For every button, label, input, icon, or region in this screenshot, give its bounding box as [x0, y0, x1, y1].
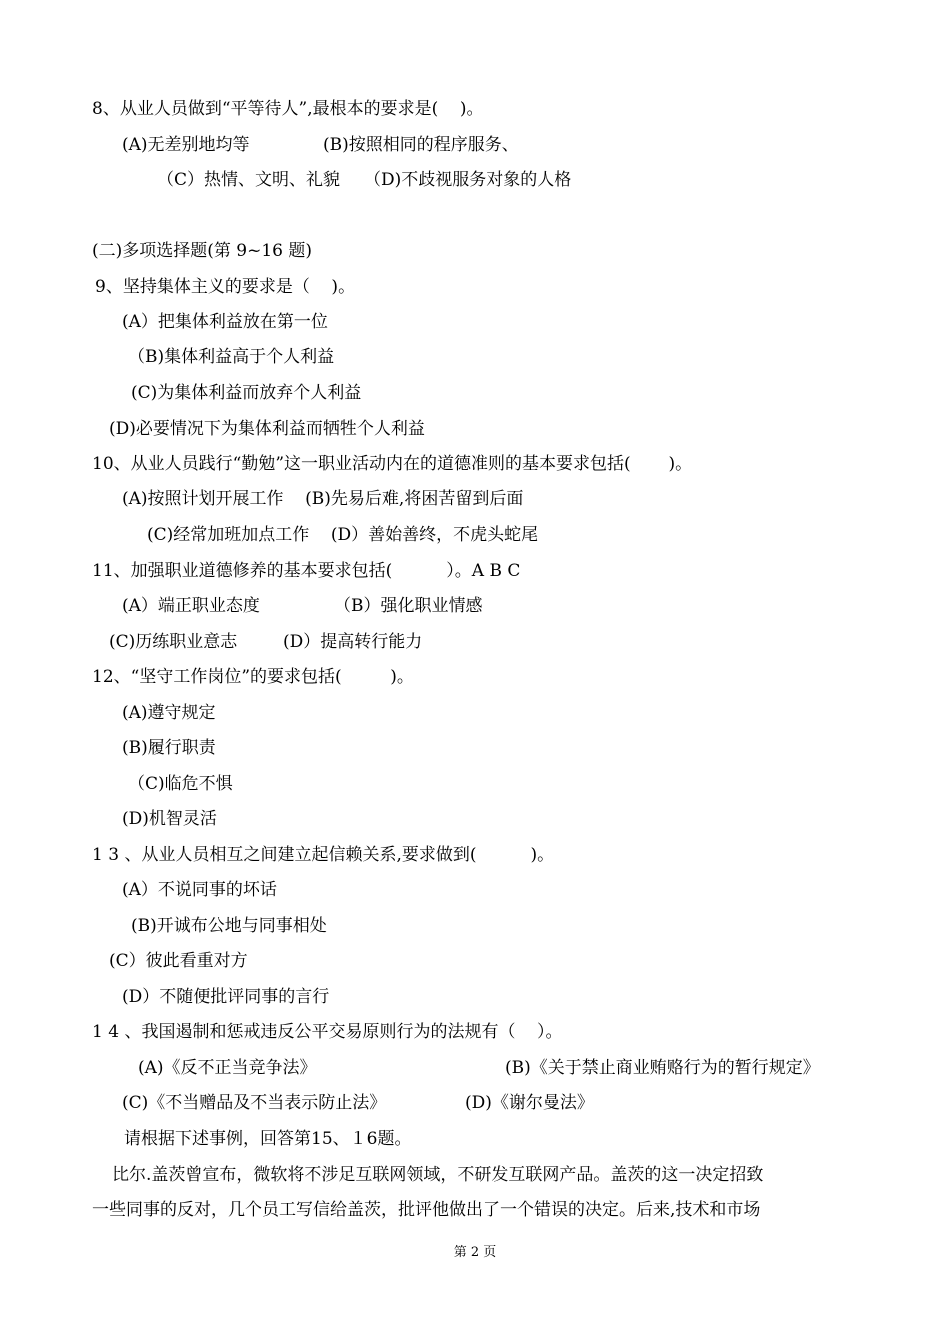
page-number: 第 2 页	[453, 1245, 497, 1260]
case-paragraph-line-1: 比尔.盖茨曾宣布，微软将不涉足互联网领域，不研发互联网产品。盖茨的这一决定招致	[112, 1165, 764, 1185]
q10-options-ab: (A)按照计划开展工作 (B)先易后难,将困苦留到后面	[122, 489, 524, 509]
q11-stem: 11、加强职业道德修养的基本要求包括( ）。A B C	[92, 561, 521, 581]
q11-option-a: (A）端正职业态度	[122, 596, 260, 616]
case-paragraph-line-2: 一些同事的反对，几个员工写信给盖茨，批评他做出了一个错误的决定。后来,技术和市场	[92, 1200, 761, 1220]
q8-stem: 8、从业人员做到“平等待人”,最根本的要求是( )。	[92, 99, 484, 119]
q12-option-c: （C)临危不惧	[128, 774, 233, 794]
q9-option-c: (C)为集体利益而放弃个人利益	[131, 383, 362, 403]
q8-option-a: (A)无差别地均等	[122, 135, 250, 155]
case-intro: 请根据下述事例，回答第15、１6题。	[124, 1129, 412, 1149]
q13-option-a: (A）不说同事的坏话	[122, 880, 277, 900]
q13-option-b: (B)开诚布公地与同事相处	[131, 916, 327, 936]
q12-option-a: (A)遵守规定	[122, 703, 216, 723]
q14-option-b: (B)《关于禁止商业贿赂行为的暂行规定》	[505, 1058, 820, 1078]
q9-stem: 9、坚持集体主义的要求是（ )。	[95, 277, 356, 297]
q9-option-d: (D)必要情况下为集体利益而牺牲个人利益	[109, 419, 425, 439]
q14-stem: 1 4 、我国遏制和惩戒违反公平交易原则行为的法规有（ ）。	[92, 1022, 563, 1042]
q12-stem: 12、“坚守工作岗位”的要求包括( )。	[92, 667, 414, 687]
q13-option-d: (D）不随便批评同事的言行	[122, 987, 330, 1007]
q12-option-d: (D)机智灵活	[122, 809, 217, 829]
q11-option-d: (D）提高转行能力	[283, 632, 423, 652]
q10-options-cd: (C)经常加班加点工作 (D）善始善终，不虎头蛇尾	[147, 525, 539, 545]
q10-stem: 10、从业人员践行“勤勉”这一职业活动内在的道德准则的基本要求包括( )。	[92, 454, 693, 474]
q12-option-b: (B)履行职责	[122, 738, 216, 758]
q11-option-c: (C)历练职业意志	[109, 632, 238, 652]
q11-option-b: （B）强化职业情感	[334, 596, 483, 616]
q8-option-d: （D)不歧视服务对象的人格	[364, 170, 572, 190]
q9-option-a: (A）把集体利益放在第一位	[122, 312, 328, 332]
q14-option-c: (C)《不当赠品及不当表示防止法》	[122, 1093, 387, 1113]
q14-option-d: (D)《谢尔曼法》	[465, 1093, 594, 1113]
q13-option-c: (C）彼此看重对方	[109, 951, 248, 971]
q14-option-a: (A)《反不正当竞争法》	[138, 1058, 317, 1078]
q8-option-b: (B)按照相同的程序服务、	[323, 135, 519, 155]
section-heading: (二)多项选择题(第 9~16 题)	[92, 241, 313, 261]
q8-option-c: （C）热情、文明、礼貌	[157, 170, 341, 190]
q13-stem: 1 3 、从业人员相互之间建立起信赖关系,要求做到( )。	[92, 845, 555, 865]
q9-option-b: （B)集体利益高于个人利益	[128, 347, 335, 367]
